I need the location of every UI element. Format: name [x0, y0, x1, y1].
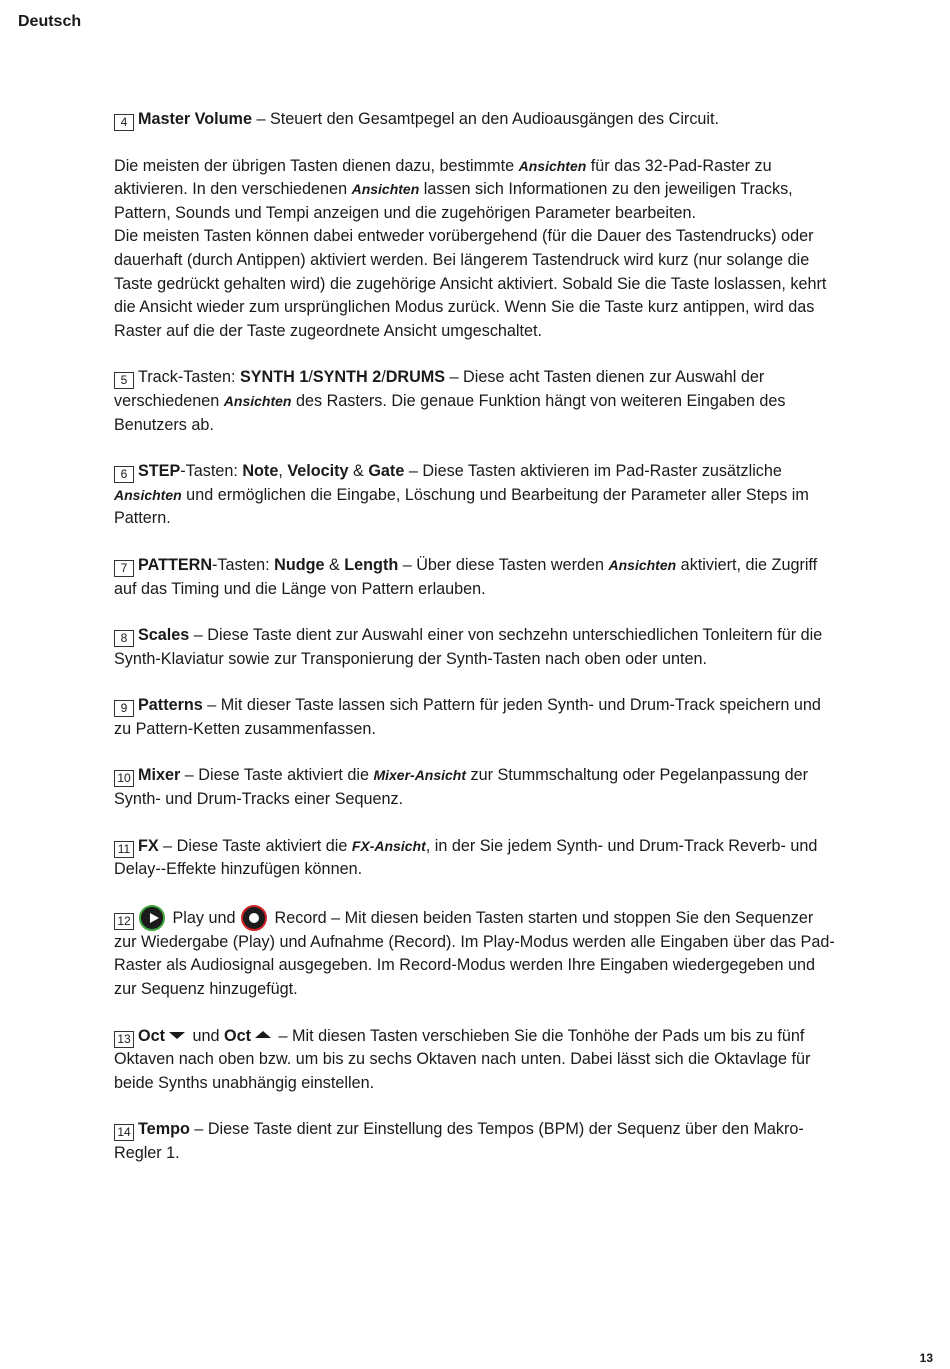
callout-number: 13: [114, 1031, 134, 1048]
item-fx: 11 FX – Diese Taste aktiviert die FX-Ansicht, in der Sie jedem Synth- und Drum-Track Reverb- und Delay--Effekte hinzufügen können.: [114, 836, 818, 879]
item-patterns: 9 Patterns – Mit dieser Taste lassen sich Pattern für jeden Synth- und Drum-Track speichern und zu Pattern-Ketten zusammenfassen.: [114, 696, 821, 738]
page-number: 13: [919, 1351, 933, 1365]
view-term: Ansichten: [518, 157, 587, 174]
callout-number: 8: [114, 630, 134, 647]
intro-paragraph: Die meisten der übrigen Tasten dienen dazu, bestimmte Ansichten für das 32-Pad-Raster zu aktivieren. In den verschiedenen Ansichten lassen sich Informationen zu den jeweiligen Tracks, Pattern, Sounds und Tempi anzeigen und die zugehörigen Parameter bearbeiten.: [114, 156, 793, 222]
callout-number: 12: [114, 913, 134, 930]
view-term: Ansichten: [223, 392, 292, 409]
arrow-down-icon: [169, 1032, 185, 1039]
item-scales: 8 Scales – Diese Taste dient zur Auswahl einer von sechzehn unterschiedlichen Tonleitern für die Synth-Klaviatur sowie zur Transponierung der Synth-Tasten nach oben oder unten.: [114, 626, 823, 668]
callout-number: 9: [114, 700, 134, 717]
item-octave: 13 Oct und Oct – Mit diesen Tasten verschieben Sie die Tonhöhe der Pads um bis zu fünf Oktaven nach oben bzw. um bis zu sechs Oktaven nach unten. Dabei lässt sich die Oktavlage für beide Synths unabhängig einstellen.: [114, 1026, 811, 1092]
item-tempo: 14 Tempo – Diese Taste dient zur Einstellung des Tempos (BPM) der Sequenz über den Makro-Regler 1.: [114, 1120, 804, 1162]
callout-number: 10: [114, 770, 134, 787]
view-term: Ansichten: [114, 486, 182, 503]
item-mixer: 10 Mixer – Diese Taste aktiviert die Mixer-Ansicht zur Stummschaltung oder Pegelanpassung der Synth- und Drum-Tracks einer Sequenz.: [114, 766, 808, 809]
intro-paragraph-2: Die meisten Tasten können dabei entweder vorübergehend (für die Dauer des Tastendrucks) oder dauerhaft (durch Antippen) aktiviert werden. Bei längerem Tastendruck wird kurz (nur solange die Taste gedrückt gehalten wird) die zugehörige Ansicht aktiviert. Sobald Sie die Taste loslassen, kehrt die Ansicht wieder zum ursprünglichen Modus zurück. Wenn Sie die Taste kurz antippen, wird das Raster auf die der Taste zugeordnete Ansicht umgeschaltet.: [114, 227, 827, 340]
callout-number: 14: [114, 1124, 134, 1141]
item-step-buttons: 6 STEP-Tasten: Note, Velocity & Gate – Diese Tasten aktivieren im Pad-Raster zusätzliche Ansichten und ermöglichen die Eingabe, Löschung und Bearbeitung der Parameter aller Steps im Pattern.: [114, 462, 809, 528]
callout-number: 11: [114, 841, 134, 858]
callout-number: 5: [114, 372, 134, 389]
callout-number: 4: [114, 114, 134, 131]
item-master-volume: 4 Master Volume – Steuert den Gesamtpegel an den Audioausgängen des Circuit.: [114, 108, 836, 132]
item-pattern-buttons: 7 PATTERN-Tasten: Nudge & Length – Über diese Tasten werden Ansichten aktiviert, die Zugriff auf das Timing und die Länge von Pattern erlauben.: [114, 555, 818, 598]
view-term: Mixer-Ansicht: [373, 767, 467, 784]
callout-number: 7: [114, 560, 134, 577]
item-track-buttons: 5 Track-Tasten: SYNTH 1/SYNTH 2/DRUMS – Diese acht Tasten dienen zur Auswahl der verschiedenen Ansichten des Rasters. Die genaue Funktion hängt von weiteren Eingaben des Benutzers ab.: [114, 368, 786, 434]
view-term: FX-Ansicht: [351, 837, 426, 854]
item-play-record: 12 Play und Record – Mit diesen beiden Tasten starten und stoppen Sie den Sequenzer zur Wiedergabe (Play) und Aufnahme (Record). Im Play-Modus werden alle Eingaben über das Pad-Raster als Audiosignal ausgegeben. Im Record-Modus werden Ihre Eingaben wiedergegeben und zur Sequenz hinzugefügt.: [114, 905, 836, 1002]
view-term: Ansichten: [608, 556, 677, 573]
record-icon: [241, 905, 267, 931]
arrow-up-icon: [255, 1031, 271, 1038]
document-body: [114, 108, 836, 1166]
play-icon: [139, 905, 165, 931]
language-header: Deutsch: [18, 13, 82, 30]
view-term: Ansichten: [351, 181, 420, 198]
callout-number: 6: [114, 466, 134, 483]
item-title: Master Volume: [138, 110, 252, 128]
